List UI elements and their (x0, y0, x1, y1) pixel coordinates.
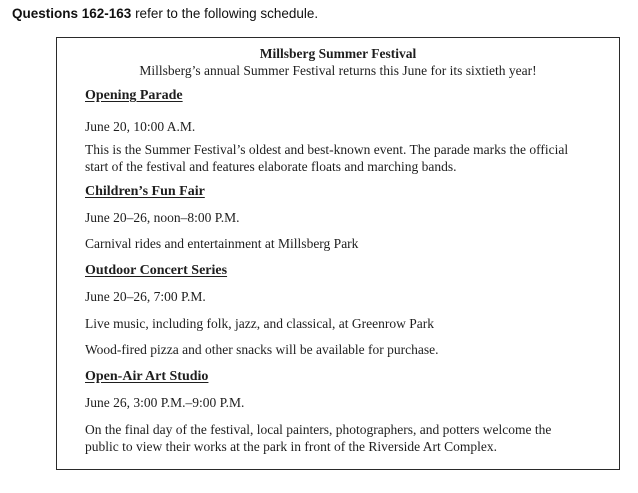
schedule-title: Millsberg Summer Festival (259, 46, 417, 61)
event-description-childrens-fun-fair: Carnival rides and entertainment at Millsberg Park (85, 236, 359, 251)
question-intro: refer to the following schedule. (131, 6, 319, 21)
event-time-open-air-art-studio: June 26, 3:00 P.M.–9:00 P.M. (85, 395, 245, 410)
question-range: Questions 162-163 (12, 6, 132, 21)
event-description-opening-parade: This is the Summer Festival’s oldest and best-known event. The parade marks the official start of the festival and features elaborate floats and marching bands. (85, 142, 569, 174)
event-note-outdoor-concert-series: Wood-fired pizza and other snacks will be available for purchase. (85, 342, 439, 357)
schedule-box (56, 37, 620, 470)
event-time-opening-parade: June 20, 10:00 A.M. (85, 119, 196, 134)
question-header (12, 6, 318, 21)
event-description-open-air-art-studio: On the final day of the festival, local painters, photographers, and potters welcome the public to view their works at the park in front of the Riverside Art Complex. (85, 422, 552, 454)
event-time-childrens-fun-fair: June 20–26, noon–8:00 P.M. (85, 210, 240, 225)
event-description-outdoor-concert-series: Live music, including folk, jazz, and classical, at Greenrow Park (85, 316, 435, 331)
schedule-subtitle: Millsberg’s annual Summer Festival returns this June for its sixtieth year! (139, 63, 537, 78)
event-heading-outdoor-concert-series: Outdoor Concert Series (85, 263, 228, 278)
event-heading-opening-parade: Opening Parade (85, 88, 183, 103)
event-heading-childrens-fun-fair: Children’s Fun Fair (85, 184, 205, 199)
event-heading-open-air-art-studio: Open-Air Art Studio (85, 369, 209, 384)
event-time-outdoor-concert-series: June 20–26, 7:00 P.M. (85, 289, 206, 304)
